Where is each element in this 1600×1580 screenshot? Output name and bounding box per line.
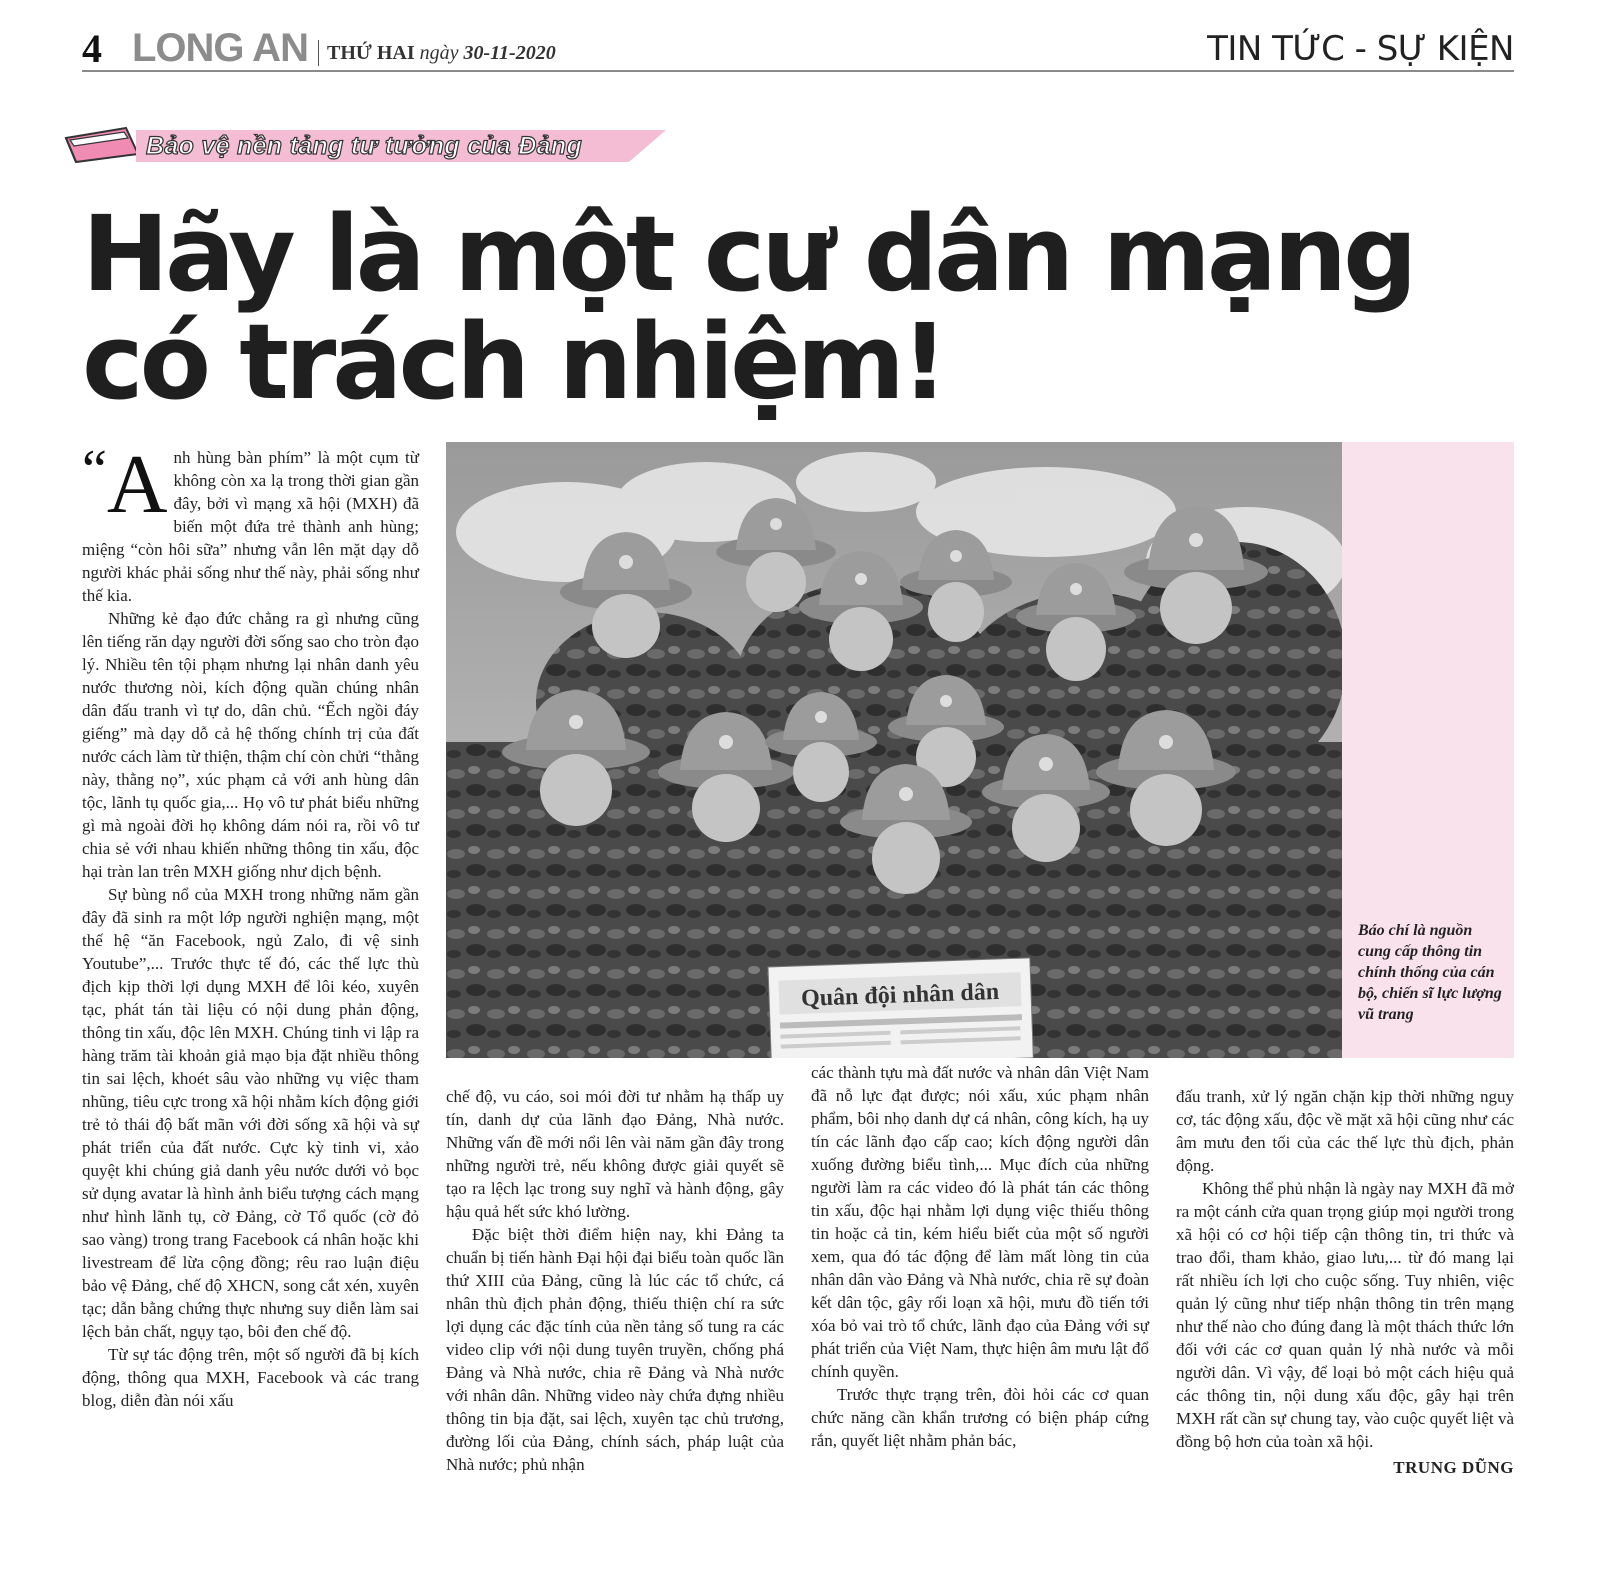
article-paragraph: Những kẻ đạo đức chẳng ra gì nhưng cũng lên tiếng răn dạy người đời sống sao cho tròn đạo lý. Nhiều tên tội phạm nhưng lại nhân danh yêu nước thương nòi, kích động quần chúng nhân dân đấu tranh vì tự do, dân chủ. “Ếch ngồi đáy giếng” mà dạy dỗ cả hệ thống chính trị của đất nước cách làm từ thiện, thậm chí còn chửi “thằng này, thằng nọ”, xúc phạm cả với anh hùng dân tộc, lãnh tụ quốc gia,... Họ vô tư phát biểu những gì mà ngoài đời họ không dám nói ra, rồi vô tư chia sẻ với nhau khiến những thông tin xấu, độc hại tràn lan trên MXH giống như dịch bệnh. — [82, 609, 419, 881]
article-paragraph: Không thể phủ nhận là ngày nay MXH đã mở ra một cánh cửa quan trọng giúp mọi người trong xã hội có cơ hội tiếp cận thông tin, tri thức và trao đổi, tham khảo, giao lưu,... từ đó mang lại rất nhiều ích lợi cho cuộc sống. Tuy nhiên, việc quản lý cũng như tiếp nhận thông tin trên mạng như thế nào cho đúng đang là một thách thức lớn đối với các cơ quan quản lý nhà nước và mỗi người dân. Vì vậy, để loại bỏ một cách hiệu quả các thông tin, nội dung xấu độc, gây hại trên MXH rất cần sự chung tay, vào cuộc quyết liệt và đồng bộ hơn của toàn xã hội. — [1176, 1179, 1514, 1451]
article-column-4 — [1176, 1085, 1514, 1479]
book-icon — [62, 124, 140, 164]
weekday: THỨ HAI — [327, 42, 415, 64]
photo-newspaper-name: Quân đội nhân dân — [800, 978, 1000, 1012]
article-photo — [446, 442, 1342, 1058]
article-column-1 — [82, 438, 419, 1412]
article-column-2 — [446, 1085, 784, 1476]
masthead — [82, 28, 1514, 72]
article-paragraph: “A nh hùng bàn phím” là một cụm từ không còn xa lạ trong thời gian gần đây, bởi vì mạng xã hội (MXH) đã biến một đứa trẻ thành anh hùng; miệng “còn hôi sữa” nhưng vẫn lên mặt dạy dỗ người khác phải sống như thế này, phải sống như thế kia. — [82, 438, 419, 605]
article-paragraph: Trước thực trạng trên, đòi hỏi các cơ quan chức năng cần khẩn trương có biện pháp cứng rắn, quyết liệt nhằm phản bác, — [811, 1385, 1149, 1450]
headline-line-1: Hãy là một cư dân mạng — [82, 193, 1414, 315]
article-paragraph: đấu tranh, xử lý ngăn chặn kịp thời những nguy cơ, tác động xấu, độc về mặt xã hội cũng như các âm mưu đen tối của các thế lực thù địch, phản động. — [1176, 1087, 1514, 1175]
page-number: 4 — [82, 26, 102, 71]
article-paragraph: Sự bùng nổ của MXH trong những năm gần đây đã sinh ra một lớp người nghiện mạng, một thế hệ “ăn Facebook, ngủ Zalo, đi vệ sinh Youtube”,... Trước thực tế đó, các thế lực thù địch kịp thời lợi dụng MXH để lôi kéo, xuyên tạc, phát tán tài liệu có nội dung phản động, thông tin xấu, độc lên MXH. Chúng tinh vi lập ra hàng trăm tài khoản giả mạo bịa đặt nhiều thông tin sai lệch, khoét sâu vào những vụ việc tham nhũng, tiêu cực trong xã hội nhằm kích động giới trẻ tỏ thái độ bất mãn với đời sống xã hội và sự phát triển của đất nước. Cực kỳ tinh vi, xảo quyệt khi chúng giả danh yêu nước dưới vỏ bọc sử dụng avatar là hình ảnh biểu tượng cách mạng như hình lãnh tụ, cờ Đảng, cờ Tổ quốc (cờ đỏ sao vàng) trong trang Facebook cá nhân hoặc khi livestream để lừa cộng đồng; rêu rao luận điệu bảo vệ Đảng, chế độ XHCN, song cắt xén, xuyên tạc; dẫn bằng chứng thực nhưng suy diễn làm sai lệch bản chất, ngụy tạo, bôi đen chế độ. — [82, 885, 419, 1341]
article-paragraph: chế độ, vu cáo, soi mói đời tư nhằm hạ thấp uy tín, danh dự của lãnh đạo Đảng, Nhà nước. Những vấn đề mới nổi lên vài năm gần đây trong những người trẻ, nếu không được giải quyết sẽ tạo ra lệch lạc trong suy nghĩ và hành động, gây hậu quả hết sức khó lường. — [446, 1087, 784, 1221]
article-paragraph: Từ sự tác động trên, một số người đã bị kích động, thông qua MXH, Facebook và các trang blog, diễn đàn nói xấu — [82, 1345, 419, 1410]
byline: TRUNG DŨNG — [1393, 1458, 1514, 1477]
drop-cap: “A — [82, 438, 168, 531]
publication-date — [318, 40, 556, 66]
article-paragraph: các thành tựu mà đất nước và nhân dân Việt Nam đã nỗ lực đạt được; nói xấu, xúc phạm nhân phẩm, bôi nhọ danh dự cá nhân, công kích, hạ uy tín các lãnh đạo cấp cao; kích động người dân xuống đường biểu tình,... Mục đích của những người làm ra các video đó là phát tán các thông tin xấu, độc hại nhằm lợi dụng việc thiếu thông tin hoặc cả tin, kém hiểu biết của một số người xem, qua đó tác động để làm mất lòng tin của nhân dân vào Đảng và Nhà nước, chia rẽ sự đoàn kết dân tộc, gây rối loạn xã hội, mưu đồ tiến tới xóa bỏ vai trò tổ chức, lãnh đạo của Đảng với sự phát triển của Việt Nam, thực hiện âm mưu lật đổ chính quyền. — [811, 1063, 1149, 1381]
day-word: ngày — [419, 42, 459, 64]
headline-line-2: có trách nhiệm! — [82, 301, 945, 423]
article-column-3 — [811, 1061, 1149, 1452]
article-paragraph: Đặc biệt thời điểm hiện nay, khi Đảng ta chuẩn bị tiến hành Đại hội đại biểu toàn quốc lần thứ XIII của Đảng, cũng là lúc các tổ chức, cá nhân thù địch phản động, thiếu thiện chí ra sức lợi dụng các đặc tính của nền tảng số tung ra các video clip với nội dung tuyên truyền, chống phá Đảng và Nhà nước, chia rẽ Đảng và Nhà nước với nhân dân. Những video này chứa đựng nhiều thông tin bịa đặt, sai lệch, xuyên tạc chủ trương, đường lối của Đảng, chính sách, pháp luật của Nhà nước; phủ nhận — [446, 1225, 784, 1474]
newspaper-logo: LONG AN — [132, 26, 308, 70]
soldiers-reading-newspaper-image — [446, 442, 1342, 1058]
section-name: TIN TỨC - SỰ KIỆN — [1207, 29, 1514, 69]
date-value: 30-11-2020 — [463, 42, 556, 64]
photo-caption: Báo chí là nguồn cung cấp thông tin chính thống của cán bộ, chiến sĩ lực lượng vũ trang — [1358, 922, 1502, 1023]
kicker — [62, 120, 622, 170]
kicker-label: Bảo vệ nền tảng tư tưởng của Đảng — [146, 132, 583, 160]
headline — [82, 193, 1522, 423]
